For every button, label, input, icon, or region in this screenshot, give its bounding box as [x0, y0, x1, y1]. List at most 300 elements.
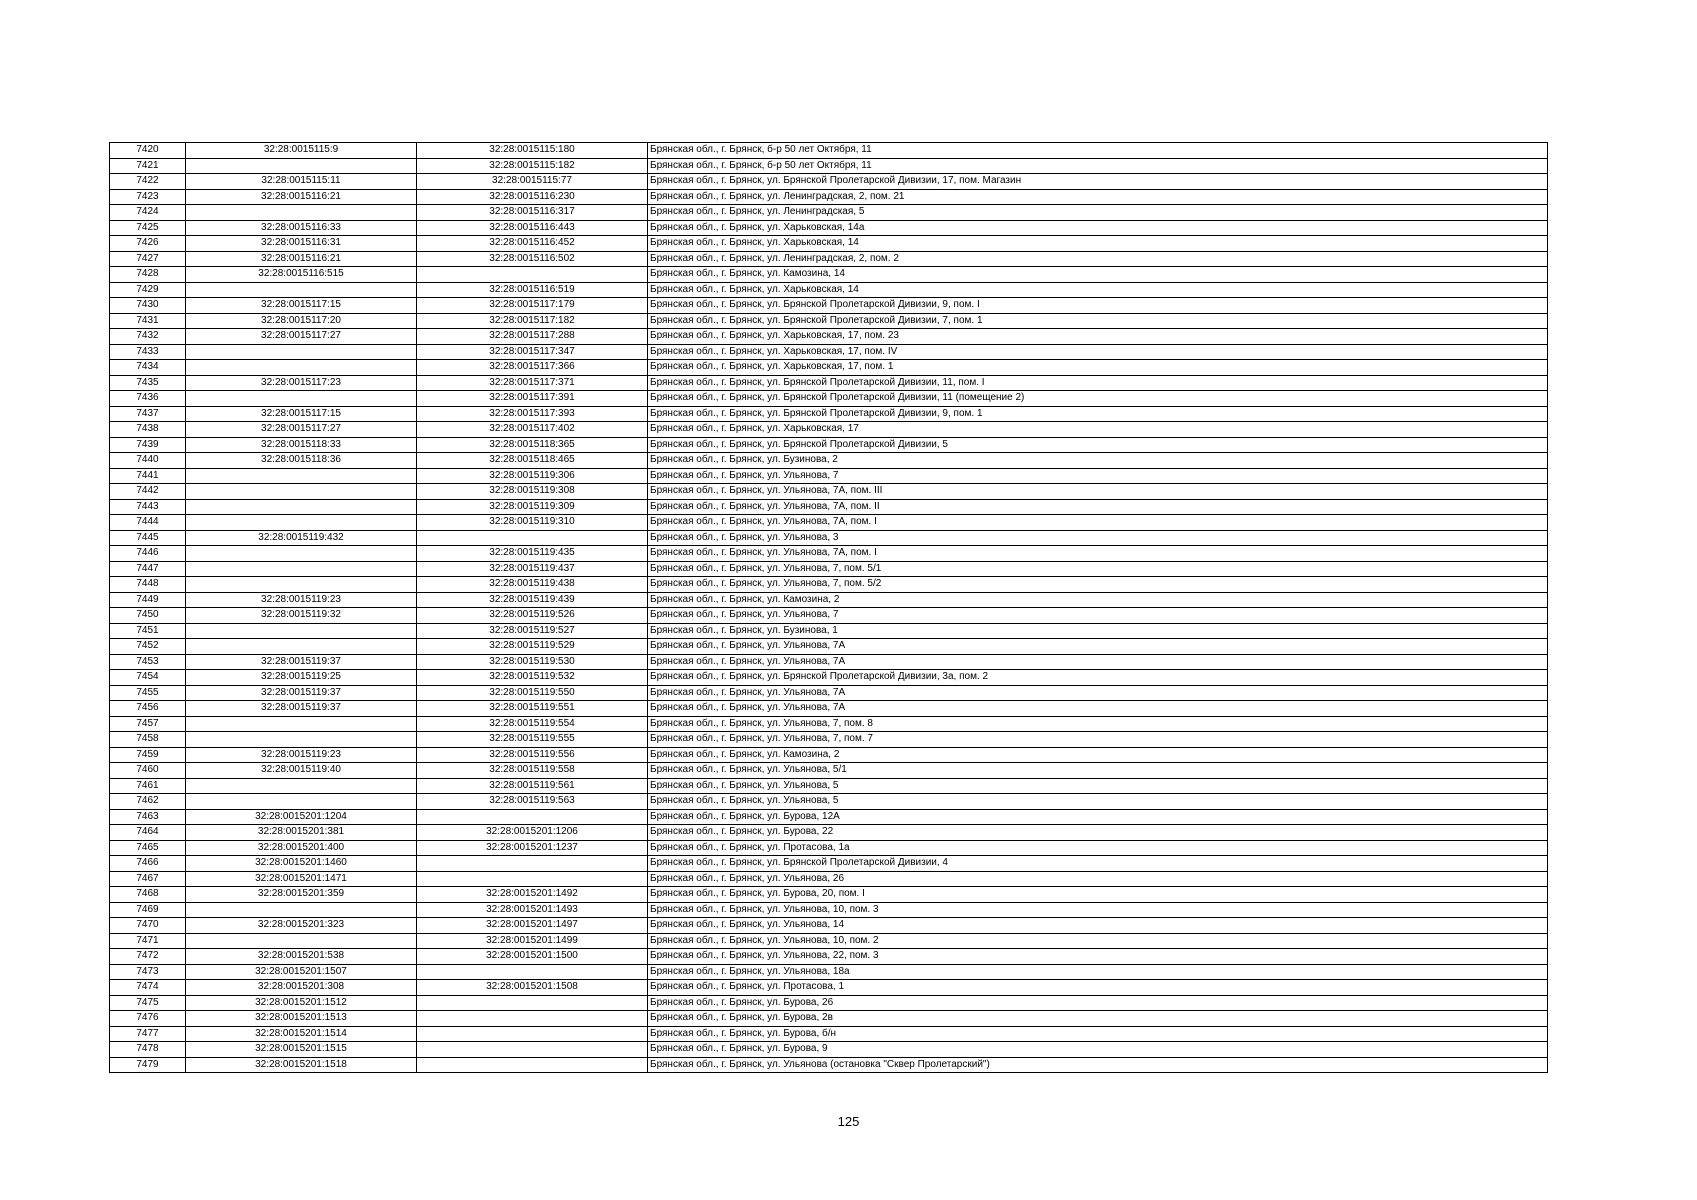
object-number-cell: 32:28:0015119:561: [417, 778, 648, 794]
address-cell: Брянская обл., г. Брянск, ул. Ульянова, 7А, пом. I: [648, 515, 1548, 531]
parcel-number-cell: [186, 205, 417, 221]
table-row: [110, 732, 1548, 748]
row-number-cell: 7464: [110, 825, 186, 841]
parcel-number-cell: [186, 344, 417, 360]
address-cell: Брянская обл., г. Брянск, ул. Бузинова, 1: [648, 623, 1548, 639]
address-cell: Брянская обл., г. Брянск, ул. Ульянова, 7А, пом. I: [648, 546, 1548, 562]
object-number-cell: 32:28:0015117:402: [417, 422, 648, 438]
row-number-cell: 7422: [110, 174, 186, 190]
table-row: [110, 763, 1548, 779]
parcel-number-cell: [186, 158, 417, 174]
row-number-cell: 7468: [110, 887, 186, 903]
object-number-cell: [417, 995, 648, 1011]
row-number-cell: 7472: [110, 949, 186, 965]
object-number-cell: [417, 1042, 648, 1058]
table-row: [110, 174, 1548, 190]
object-number-cell: 32:28:0015119:309: [417, 499, 648, 515]
object-number-cell: 32:28:0015119:306: [417, 468, 648, 484]
table-row: [110, 453, 1548, 469]
property-table: [109, 142, 1548, 1073]
row-number-cell: 7445: [110, 530, 186, 546]
row-number-cell: 7453: [110, 654, 186, 670]
table-row: [110, 422, 1548, 438]
parcel-number-cell: 32:28:0015117:15: [186, 406, 417, 422]
parcel-number-cell: 32:28:0015201:323: [186, 918, 417, 934]
object-number-cell: [417, 809, 648, 825]
parcel-number-cell: [186, 484, 417, 500]
table-row: [110, 298, 1548, 314]
address-cell: Брянская обл., г. Брянск, ул. Харьковская, 17: [648, 422, 1548, 438]
address-cell: Брянская обл., г. Брянск, ул. Харьковская, 17, пом. 23: [648, 329, 1548, 345]
table-row: [110, 546, 1548, 562]
address-cell: Брянская обл., г. Брянск, ул. Харьковская, 14а: [648, 220, 1548, 236]
object-number-cell: 32:28:0015116:443: [417, 220, 648, 236]
object-number-cell: 32:28:0015117:391: [417, 391, 648, 407]
object-number-cell: [417, 856, 648, 872]
table-row: [110, 840, 1548, 856]
address-cell: Брянская обл., г. Брянск, ул. Брянской Пролетарской Дивизии, 7, пом. 1: [648, 313, 1548, 329]
row-number-cell: 7476: [110, 1011, 186, 1027]
address-cell: Брянская обл., г. Брянск, ул. Ульянова, 3: [648, 530, 1548, 546]
address-cell: Брянская обл., г. Брянск, ул. Ленинградская, 2, пом. 21: [648, 189, 1548, 205]
parcel-number-cell: 32:28:0015201:1507: [186, 964, 417, 980]
row-number-cell: 7443: [110, 499, 186, 515]
parcel-number-cell: 32:28:0015201:1204: [186, 809, 417, 825]
address-cell: Брянская обл., г. Брянск, б-р 50 лет Октября, 11: [648, 143, 1548, 159]
table-row: [110, 639, 1548, 655]
address-cell: Брянская обл., г. Брянск, ул. Ульянова, 7А, пом. III: [648, 484, 1548, 500]
table-row: [110, 484, 1548, 500]
row-number-cell: 7434: [110, 360, 186, 376]
object-number-cell: 32:28:0015201:1508: [417, 980, 648, 996]
table-row: [110, 267, 1548, 283]
row-number-cell: 7470: [110, 918, 186, 934]
table-row: [110, 1057, 1548, 1073]
address-cell: Брянская обл., г. Брянск, ул. Камозина, 2: [648, 747, 1548, 763]
object-number-cell: 32:28:0015119:439: [417, 592, 648, 608]
parcel-number-cell: 32:28:0015201:400: [186, 840, 417, 856]
address-cell: Брянская обл., г. Брянск, ул. Ленинградская, 2, пом. 2: [648, 251, 1548, 267]
object-number-cell: 32:28:0015201:1206: [417, 825, 648, 841]
address-cell: Брянская обл., г. Брянск, ул. Харьковская, 17, пом. IV: [648, 344, 1548, 360]
object-number-cell: 32:28:0015119:532: [417, 670, 648, 686]
address-cell: Брянская обл., г. Брянск, ул. Ульянова, 10, пом. 3: [648, 902, 1548, 918]
object-number-cell: 32:28:0015201:1500: [417, 949, 648, 965]
row-number-cell: 7435: [110, 375, 186, 391]
parcel-number-cell: [186, 933, 417, 949]
parcel-number-cell: 32:28:0015201:1514: [186, 1026, 417, 1042]
address-cell: Брянская обл., г. Брянск, ул. Камозина, 2: [648, 592, 1548, 608]
parcel-number-cell: [186, 499, 417, 515]
table-row: [110, 1042, 1548, 1058]
object-number-cell: 32:28:0015115:180: [417, 143, 648, 159]
address-cell: Брянская обл., г. Брянск, ул. Ульянова, 7: [648, 468, 1548, 484]
address-cell: Брянская обл., г. Брянск, ул. Ульянова, 18а: [648, 964, 1548, 980]
parcel-number-cell: 32:28:0015119:37: [186, 654, 417, 670]
table-row: [110, 360, 1548, 376]
parcel-number-cell: 32:28:0015117:15: [186, 298, 417, 314]
parcel-number-cell: 32:28:0015117:20: [186, 313, 417, 329]
address-cell: Брянская обл., г. Брянск, ул. Бурова, 26: [648, 995, 1548, 1011]
parcel-number-cell: 32:28:0015201:381: [186, 825, 417, 841]
address-cell: Брянская обл., г. Брянск, ул. Бузинова, 2: [648, 453, 1548, 469]
address-cell: Брянская обл., г. Брянск, ул. Брянской Пролетарской Дивизии, 17, пом. Магазин: [648, 174, 1548, 190]
table-row: [110, 1011, 1548, 1027]
table-row: [110, 530, 1548, 546]
row-number-cell: 7424: [110, 205, 186, 221]
object-number-cell: 32:28:0015117:366: [417, 360, 648, 376]
address-cell: Брянская обл., г. Брянск, ул. Ульянова, 7А, пом. II: [648, 499, 1548, 515]
parcel-number-cell: 32:28:0015117:27: [186, 422, 417, 438]
address-cell: Брянская обл., г. Брянск, ул. Ульянова, 7, пом. 5/1: [648, 561, 1548, 577]
address-cell: Брянская обл., г. Брянск, ул. Ульянова, 22, пом. 3: [648, 949, 1548, 965]
table-row: [110, 949, 1548, 965]
address-cell: Брянская обл., г. Брянск, ул. Харьковская, 14: [648, 282, 1548, 298]
parcel-number-cell: 32:28:0015115:11: [186, 174, 417, 190]
address-cell: Брянская обл., г. Брянск, ул. Брянской Пролетарской Дивизии, 11, пом. I: [648, 375, 1548, 391]
object-number-cell: 32:28:0015201:1493: [417, 902, 648, 918]
table-row: [110, 220, 1548, 236]
row-number-cell: 7436: [110, 391, 186, 407]
row-number-cell: 7455: [110, 685, 186, 701]
row-number-cell: 7430: [110, 298, 186, 314]
table-row: [110, 561, 1548, 577]
parcel-number-cell: 32:28:0015115:9: [186, 143, 417, 159]
object-number-cell: 32:28:0015201:1237: [417, 840, 648, 856]
parcel-number-cell: 32:28:0015201:1513: [186, 1011, 417, 1027]
address-cell: Брянская обл., г. Брянск, ул. Бурова, 12А: [648, 809, 1548, 825]
object-number-cell: 32:28:0015119:437: [417, 561, 648, 577]
parcel-number-cell: 32:28:0015116:21: [186, 251, 417, 267]
parcel-number-cell: 32:28:0015201:1518: [186, 1057, 417, 1073]
parcel-number-cell: [186, 391, 417, 407]
parcel-number-cell: 32:28:0015116:31: [186, 236, 417, 252]
table-row: [110, 856, 1548, 872]
row-number-cell: 7444: [110, 515, 186, 531]
table-row: [110, 701, 1548, 717]
address-cell: Брянская обл., г. Брянск, ул. Ульянова, 10, пом. 2: [648, 933, 1548, 949]
table-row: [110, 251, 1548, 267]
row-number-cell: 7450: [110, 608, 186, 624]
page-number: 125: [837, 1114, 860, 1129]
row-number-cell: 7426: [110, 236, 186, 252]
object-number-cell: [417, 1026, 648, 1042]
row-number-cell: 7459: [110, 747, 186, 763]
object-number-cell: 32:28:0015116:452: [417, 236, 648, 252]
object-number-cell: 32:28:0015118:365: [417, 437, 648, 453]
row-number-cell: 7479: [110, 1057, 186, 1073]
table-row: [110, 437, 1548, 453]
parcel-number-cell: 32:28:0015119:23: [186, 747, 417, 763]
row-number-cell: 7452: [110, 639, 186, 655]
address-cell: Брянская обл., г. Брянск, ул. Ленинградская, 5: [648, 205, 1548, 221]
object-number-cell: 32:28:0015117:179: [417, 298, 648, 314]
table-row: [110, 747, 1548, 763]
row-number-cell: 7446: [110, 546, 186, 562]
parcel-number-cell: 32:28:0015201:538: [186, 949, 417, 965]
address-cell: Брянская обл., г. Брянск, ул. Ульянова, 7, пом. 8: [648, 716, 1548, 732]
parcel-number-cell: 32:28:0015119:32: [186, 608, 417, 624]
parcel-number-cell: 32:28:0015116:21: [186, 189, 417, 205]
table-row: [110, 918, 1548, 934]
table-row: [110, 980, 1548, 996]
object-number-cell: 32:28:0015201:1499: [417, 933, 648, 949]
object-number-cell: 32:28:0015117:182: [417, 313, 648, 329]
object-number-cell: 32:28:0015119:438: [417, 577, 648, 593]
parcel-number-cell: 32:28:0015201:1512: [186, 995, 417, 1011]
table-row: [110, 499, 1548, 515]
object-number-cell: 32:28:0015201:1497: [417, 918, 648, 934]
parcel-number-cell: 32:28:0015119:23: [186, 592, 417, 608]
table-row: [110, 205, 1548, 221]
table-row: [110, 592, 1548, 608]
parcel-number-cell: [186, 515, 417, 531]
object-number-cell: 32:28:0015116:519: [417, 282, 648, 298]
row-number-cell: 7460: [110, 763, 186, 779]
parcel-number-cell: [186, 778, 417, 794]
table-row: [110, 577, 1548, 593]
row-number-cell: 7466: [110, 856, 186, 872]
object-number-cell: [417, 1011, 648, 1027]
address-cell: Брянская обл., г. Брянск, ул. Камозина, 14: [648, 267, 1548, 283]
row-number-cell: 7474: [110, 980, 186, 996]
table-row: [110, 143, 1548, 159]
address-cell: Брянская обл., г. Брянск, ул. Ульянова, 7, пом. 5/2: [648, 577, 1548, 593]
row-number-cell: 7478: [110, 1042, 186, 1058]
table-row: [110, 515, 1548, 531]
table-row: [110, 623, 1548, 639]
address-cell: Брянская обл., г. Брянск, ул. Ульянова, 7: [648, 608, 1548, 624]
object-number-cell: [417, 267, 648, 283]
row-number-cell: 7463: [110, 809, 186, 825]
address-cell: Брянская обл., г. Брянск, ул. Ульянова, 14: [648, 918, 1548, 934]
parcel-number-cell: [186, 282, 417, 298]
parcel-number-cell: [186, 902, 417, 918]
table-row: [110, 158, 1548, 174]
table-row: [110, 887, 1548, 903]
address-cell: Брянская обл., г. Брянск, ул. Ульянова (остановка "Сквер Пролетарский"): [648, 1057, 1548, 1073]
parcel-number-cell: 32:28:0015201:1515: [186, 1042, 417, 1058]
address-cell: Брянская обл., г. Брянск, ул. Ульянова, 5: [648, 794, 1548, 810]
address-cell: Брянская обл., г. Брянск, ул. Харьковская, 17, пом. 1: [648, 360, 1548, 376]
parcel-number-cell: 32:28:0015119:37: [186, 685, 417, 701]
table-row: [110, 871, 1548, 887]
object-number-cell: 32:28:0015116:317: [417, 205, 648, 221]
parcel-number-cell: 32:28:0015116:33: [186, 220, 417, 236]
object-number-cell: 32:28:0015119:550: [417, 685, 648, 701]
object-number-cell: [417, 964, 648, 980]
parcel-number-cell: 32:28:0015201:359: [186, 887, 417, 903]
parcel-number-cell: 32:28:0015116:515: [186, 267, 417, 283]
address-cell: Брянская обл., г. Брянск, б-р 50 лет Октября, 11: [648, 158, 1548, 174]
object-number-cell: [417, 871, 648, 887]
address-cell: Брянская обл., г. Брянск, ул. Бурова, 20, пом. I: [648, 887, 1548, 903]
address-cell: Брянская обл., г. Брянск, ул. Брянской Пролетарской Дивизии, 9, пом. 1: [648, 406, 1548, 422]
parcel-number-cell: [186, 639, 417, 655]
row-number-cell: 7462: [110, 794, 186, 810]
object-number-cell: 32:28:0015119:527: [417, 623, 648, 639]
row-number-cell: 7429: [110, 282, 186, 298]
object-number-cell: 32:28:0015115:182: [417, 158, 648, 174]
row-number-cell: 7447: [110, 561, 186, 577]
object-number-cell: [417, 530, 648, 546]
parcel-number-cell: [186, 794, 417, 810]
object-number-cell: 32:28:0015119:529: [417, 639, 648, 655]
table-row: [110, 282, 1548, 298]
address-cell: Брянская обл., г. Брянск, ул. Протасова, 1а: [648, 840, 1548, 856]
object-number-cell: 32:28:0015118:465: [417, 453, 648, 469]
address-cell: Брянская обл., г. Брянск, ул. Брянской Пролетарской Дивизии, 5: [648, 437, 1548, 453]
object-number-cell: 32:28:0015119:310: [417, 515, 648, 531]
parcel-number-cell: [186, 546, 417, 562]
table-row: [110, 685, 1548, 701]
table-row: [110, 406, 1548, 422]
parcel-number-cell: 32:28:0015201:1460: [186, 856, 417, 872]
row-number-cell: 7428: [110, 267, 186, 283]
row-number-cell: 7427: [110, 251, 186, 267]
table-row: [110, 391, 1548, 407]
parcel-number-cell: 32:28:0015117:27: [186, 329, 417, 345]
object-number-cell: 32:28:0015119:435: [417, 546, 648, 562]
address-cell: Брянская обл., г. Брянск, ул. Ульянова, 7А: [648, 685, 1548, 701]
row-number-cell: 7457: [110, 716, 186, 732]
table-row: [110, 670, 1548, 686]
object-number-cell: [417, 1057, 648, 1073]
table-row: [110, 313, 1548, 329]
table-row: [110, 794, 1548, 810]
row-number-cell: 7431: [110, 313, 186, 329]
parcel-number-cell: 32:28:0015119:25: [186, 670, 417, 686]
table-row: [110, 1026, 1548, 1042]
object-number-cell: 32:28:0015119:551: [417, 701, 648, 717]
row-number-cell: 7473: [110, 964, 186, 980]
object-number-cell: 32:28:0015116:230: [417, 189, 648, 205]
table-row: [110, 329, 1548, 345]
row-number-cell: 7425: [110, 220, 186, 236]
parcel-number-cell: 32:28:0015119:37: [186, 701, 417, 717]
table-row: [110, 778, 1548, 794]
row-number-cell: 7456: [110, 701, 186, 717]
parcel-number-cell: [186, 577, 417, 593]
row-number-cell: 7461: [110, 778, 186, 794]
parcel-number-cell: 32:28:0015201:1471: [186, 871, 417, 887]
table-row: [110, 468, 1548, 484]
object-number-cell: 32:28:0015117:371: [417, 375, 648, 391]
parcel-number-cell: 32:28:0015117:23: [186, 375, 417, 391]
address-cell: Брянская обл., г. Брянск, ул. Брянской Пролетарской Дивизии, 9, пом. I: [648, 298, 1548, 314]
object-number-cell: 32:28:0015115:77: [417, 174, 648, 190]
address-cell: Брянская обл., г. Брянск, ул. Ульянова, 7А: [648, 701, 1548, 717]
parcel-number-cell: [186, 360, 417, 376]
parcel-number-cell: [186, 468, 417, 484]
row-number-cell: 7438: [110, 422, 186, 438]
parcel-number-cell: 32:28:0015118:33: [186, 437, 417, 453]
address-cell: Брянская обл., г. Брянск, ул. Бурова, 2в: [648, 1011, 1548, 1027]
address-cell: Брянская обл., г. Брянск, ул. Протасова, 1: [648, 980, 1548, 996]
object-number-cell: 32:28:0015117:393: [417, 406, 648, 422]
address-cell: Брянская обл., г. Брянск, ул. Ульянова, 5: [648, 778, 1548, 794]
row-number-cell: 7475: [110, 995, 186, 1011]
object-number-cell: 32:28:0015116:502: [417, 251, 648, 267]
address-cell: Брянская обл., г. Брянск, ул. Бурова, 22: [648, 825, 1548, 841]
row-number-cell: 7469: [110, 902, 186, 918]
parcel-number-cell: 32:28:0015119:432: [186, 530, 417, 546]
address-cell: Брянская обл., г. Брянск, ул. Брянской Пролетарской Дивизии, 3а, пом. 2: [648, 670, 1548, 686]
object-number-cell: 32:28:0015119:308: [417, 484, 648, 500]
row-number-cell: 7448: [110, 577, 186, 593]
address-cell: Брянская обл., г. Брянск, ул. Ульянова, 7А: [648, 639, 1548, 655]
object-number-cell: 32:28:0015119:554: [417, 716, 648, 732]
table-row: [110, 236, 1548, 252]
row-number-cell: 7458: [110, 732, 186, 748]
row-number-cell: 7451: [110, 623, 186, 639]
row-number-cell: 7433: [110, 344, 186, 360]
table-row: [110, 608, 1548, 624]
parcel-number-cell: [186, 623, 417, 639]
parcel-number-cell: [186, 561, 417, 577]
object-number-cell: 32:28:0015117:347: [417, 344, 648, 360]
table-row: [110, 344, 1548, 360]
row-number-cell: 7437: [110, 406, 186, 422]
address-cell: Брянская обл., г. Брянск, ул. Ульянова, 7А: [648, 654, 1548, 670]
table-row: [110, 654, 1548, 670]
address-cell: Брянская обл., г. Брянск, ул. Бурова, б/н: [648, 1026, 1548, 1042]
row-number-cell: 7421: [110, 158, 186, 174]
table-row: [110, 964, 1548, 980]
parcel-number-cell: 32:28:0015119:40: [186, 763, 417, 779]
row-number-cell: 7420: [110, 143, 186, 159]
row-number-cell: 7449: [110, 592, 186, 608]
address-cell: Брянская обл., г. Брянск, ул. Бурова, 9: [648, 1042, 1548, 1058]
row-number-cell: 7441: [110, 468, 186, 484]
address-cell: Брянская обл., г. Брянск, ул. Ульянова, 26: [648, 871, 1548, 887]
table-row: [110, 809, 1548, 825]
row-number-cell: 7467: [110, 871, 186, 887]
table-row: [110, 825, 1548, 841]
address-cell: Брянская обл., г. Брянск, ул. Харьковская, 14: [648, 236, 1548, 252]
address-cell: Брянская обл., г. Брянск, ул. Ульянова, 7, пом. 7: [648, 732, 1548, 748]
object-number-cell: 32:28:0015119:558: [417, 763, 648, 779]
address-cell: Брянская обл., г. Брянск, ул. Брянской Пролетарской Дивизии, 4: [648, 856, 1548, 872]
object-number-cell: 32:28:0015119:556: [417, 747, 648, 763]
object-number-cell: 32:28:0015119:563: [417, 794, 648, 810]
object-number-cell: 32:28:0015117:288: [417, 329, 648, 345]
row-number-cell: 7439: [110, 437, 186, 453]
parcel-number-cell: 32:28:0015201:308: [186, 980, 417, 996]
object-number-cell: 32:28:0015119:555: [417, 732, 648, 748]
row-number-cell: 7432: [110, 329, 186, 345]
row-number-cell: 7442: [110, 484, 186, 500]
row-number-cell: 7465: [110, 840, 186, 856]
address-cell: Брянская обл., г. Брянск, ул. Брянской Пролетарской Дивизии, 11 (помещение 2): [648, 391, 1548, 407]
object-number-cell: 32:28:0015119:530: [417, 654, 648, 670]
object-number-cell: 32:28:0015201:1492: [417, 887, 648, 903]
property-table-body: [110, 143, 1548, 1073]
table-row: [110, 933, 1548, 949]
row-number-cell: 7471: [110, 933, 186, 949]
row-number-cell: 7440: [110, 453, 186, 469]
table-row: [110, 189, 1548, 205]
table-row: [110, 995, 1548, 1011]
address-cell: Брянская обл., г. Брянск, ул. Ульянова, 5/1: [648, 763, 1548, 779]
row-number-cell: 7477: [110, 1026, 186, 1042]
parcel-number-cell: 32:28:0015118:36: [186, 453, 417, 469]
row-number-cell: 7423: [110, 189, 186, 205]
object-number-cell: 32:28:0015119:526: [417, 608, 648, 624]
table-row: [110, 902, 1548, 918]
table-row: [110, 375, 1548, 391]
table-row: [110, 716, 1548, 732]
